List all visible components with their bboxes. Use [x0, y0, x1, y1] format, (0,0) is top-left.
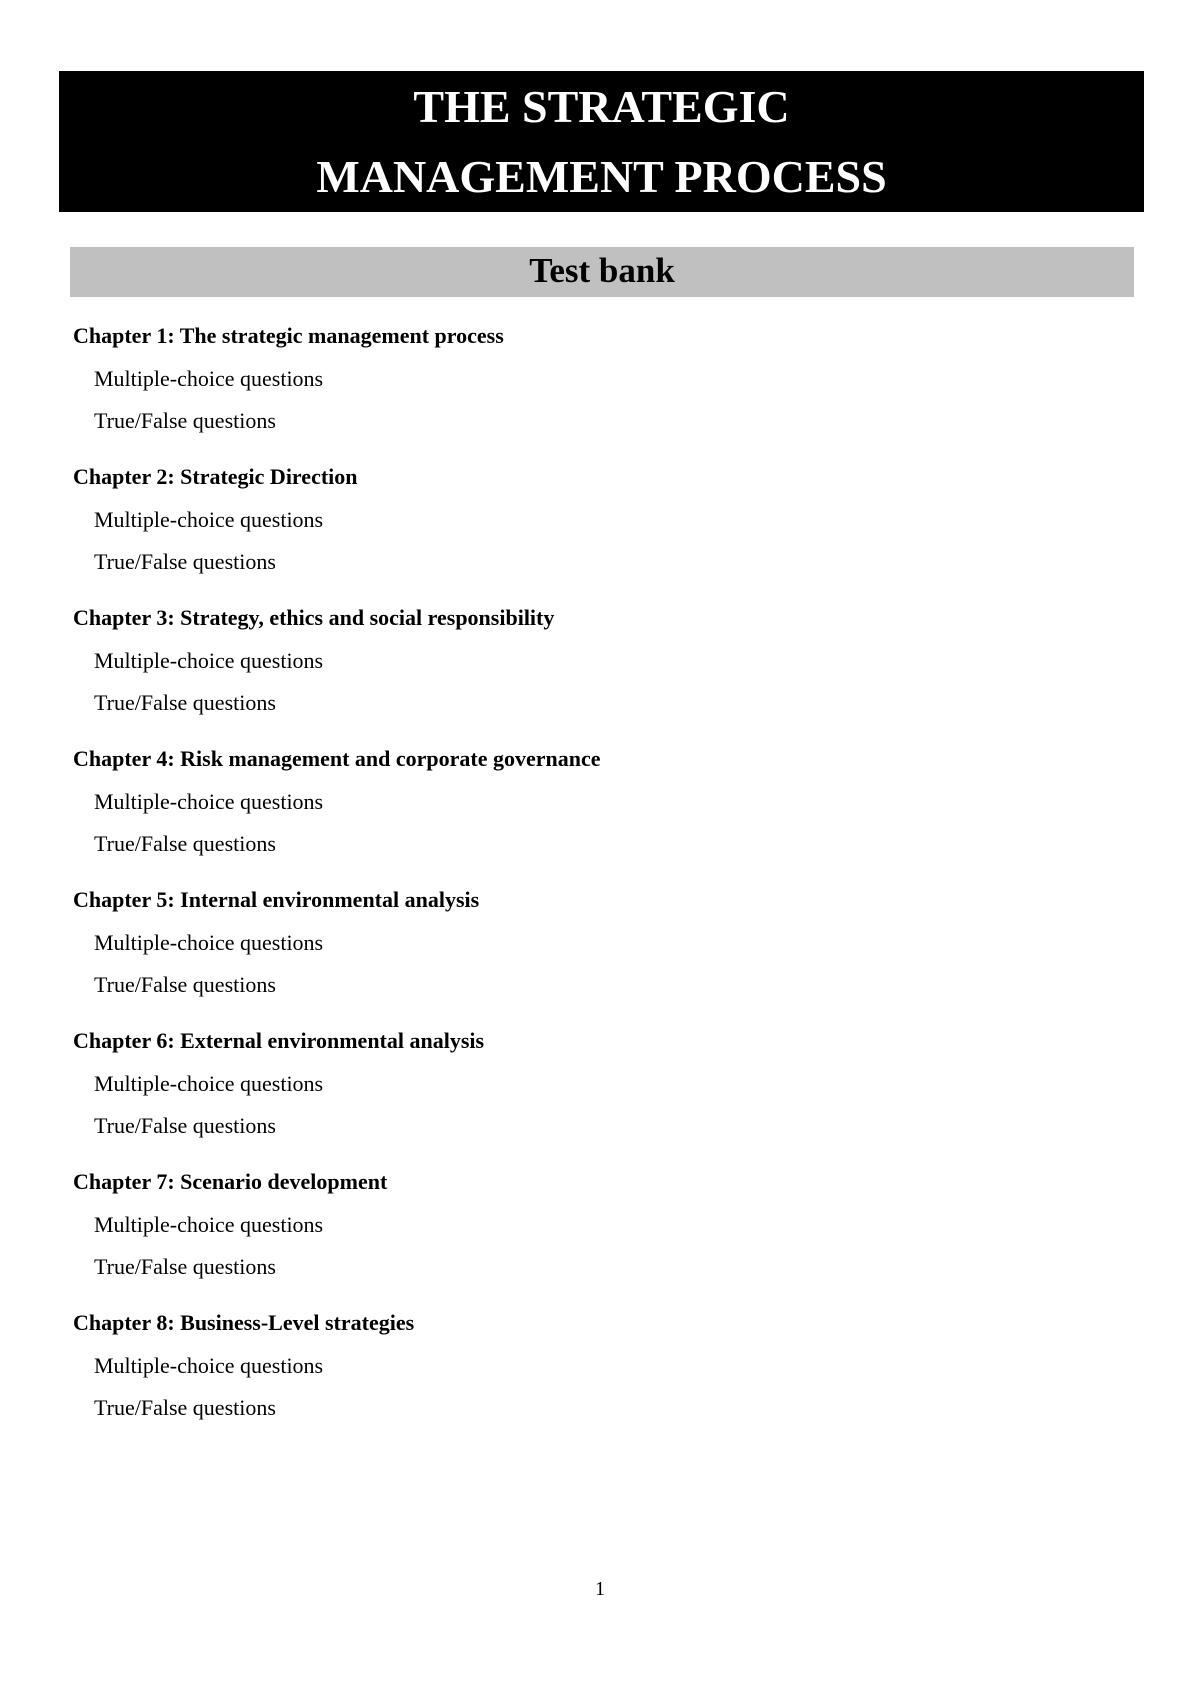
chapter-8-section — [73, 1305, 1123, 1446]
chapter-4-section — [73, 741, 1123, 882]
chapter-subsection-item: Multiple-choice questions — [94, 1212, 324, 1237]
chapter-subsection-item: True/False questions — [94, 972, 276, 997]
chapter-subsection-item: True/False questions — [94, 1113, 276, 1138]
chapter-subsection-item: Multiple-choice questions — [94, 789, 324, 814]
chapter-subsection-item: True/False questions — [94, 690, 276, 715]
chapter-2-section — [73, 459, 1123, 600]
chapter-subsection-item: Multiple-choice questions — [94, 1353, 324, 1378]
chapter-subsection-item: Multiple-choice questions — [94, 1071, 324, 1096]
chapter-heading: Chapter 8: Business-Level strategies — [73, 1310, 415, 1335]
document-subtitle: Test bank — [70, 247, 1134, 297]
chapter-7-section — [73, 1164, 1123, 1305]
chapter-heading: Chapter 6: External environmental analysis — [73, 1028, 485, 1053]
chapter-heading: Chapter 3: Strategy, ethics and social responsibility — [73, 605, 555, 630]
document-title — [59, 71, 1144, 212]
document-title-line-1: THE STRATEGIC — [413, 81, 790, 132]
chapter-subsection-item: Multiple-choice questions — [94, 648, 324, 673]
table-of-contents — [73, 318, 1123, 1446]
chapter-subsection-item: True/False questions — [94, 549, 276, 574]
chapter-subsection-item: Multiple-choice questions — [94, 507, 324, 532]
chapter-subsection-item: Multiple-choice questions — [94, 366, 324, 391]
chapter-3-section — [73, 600, 1123, 741]
document-title-line-2: MANAGEMENT PROCESS — [316, 151, 887, 202]
chapter-subsection-item: True/False questions — [94, 831, 276, 856]
chapter-heading: Chapter 4: Risk management and corporate governance — [73, 746, 601, 771]
chapter-heading: Chapter 5: Internal environmental analysis — [73, 887, 480, 912]
chapter-subsection-item: True/False questions — [94, 1395, 276, 1420]
page-number: 1 — [595, 1578, 605, 1600]
chapter-1-section — [73, 318, 1123, 459]
chapter-subsection-item: Multiple-choice questions — [94, 930, 324, 955]
chapter-heading: Chapter 1: The strategic management process — [73, 323, 504, 348]
chapter-5-section — [73, 882, 1123, 1023]
chapter-heading: Chapter 7: Scenario development — [73, 1169, 388, 1194]
chapter-subsection-item: True/False questions — [94, 408, 276, 433]
chapter-heading: Chapter 2: Strategic Direction — [73, 464, 358, 489]
chapter-subsection-item: True/False questions — [94, 1254, 276, 1279]
chapter-6-section — [73, 1023, 1123, 1164]
